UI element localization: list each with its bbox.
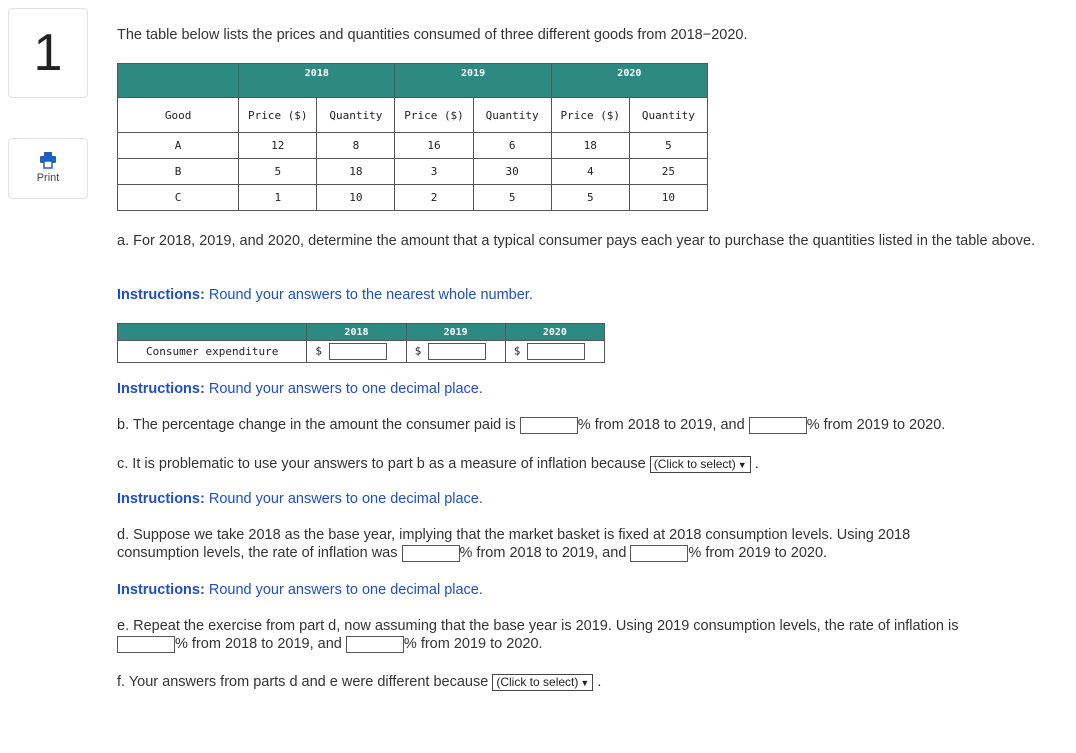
part-c-post: . [754, 456, 759, 472]
column-header: Good [118, 98, 239, 133]
instructions-label: Instructions: [117, 287, 205, 303]
question-number-text: 1 [33, 24, 63, 82]
table-row [118, 341, 605, 363]
part-b-text [117, 416, 945, 434]
expenditure-2018-input[interactable] [329, 343, 387, 360]
row-label: Consumer expenditure [118, 341, 307, 363]
table-cell: C [118, 185, 239, 211]
table-cell: 5 [473, 185, 551, 211]
year-header: 2018 [307, 324, 406, 341]
part-a-text: a. For 2018, 2019, and 2020, determine the amount that a typical consumer pays each year to purchase the quantities listed in the table above. [117, 233, 1036, 249]
instructions-b [117, 380, 483, 398]
select-text: (Click to select) [653, 456, 736, 471]
table-row [118, 185, 708, 211]
part-d-line2 [117, 544, 827, 562]
table-cell: 10 [629, 185, 707, 211]
part-f-select[interactable] [492, 674, 593, 691]
table-cell: 5 [551, 185, 629, 211]
year-header: 2020 [551, 64, 707, 98]
part-e-line1: e. Repeat the exercise from part d, now assuming that the base year is 2019. Using 2019 consumption levels, the rate of inflation is [117, 618, 959, 634]
part-d-pre: consumption levels, the rate of inflation was [117, 545, 398, 561]
part-b-mid: % from 2018 to 2019, and [577, 417, 745, 433]
part-f-text [117, 673, 601, 691]
table-cell: A [118, 133, 239, 159]
inflation-2018-base-2019-input[interactable] [402, 545, 460, 562]
part-d-line1: d. Suppose we take 2018 as the base year, implying that the market basket is fixed at 2018 consumption levels. Using 2018 [117, 527, 911, 543]
part-d-post: % from 2019 to 2020. [688, 545, 828, 561]
currency-symbol: $ [315, 344, 322, 358]
table-cell: 16 [395, 133, 473, 159]
table-row [118, 133, 708, 159]
currency-symbol: $ [414, 344, 422, 358]
instructions-text: Round your answers to one decimal place. [208, 582, 483, 598]
table-cell: 4 [551, 159, 629, 185]
intro-text: The table below lists the prices and quantities consumed of three different goods from 2018−2020. [117, 27, 748, 43]
column-header: Price ($) [395, 98, 473, 133]
part-b-pre: b. The percentage change in the amount the consumer paid is [117, 417, 516, 433]
pct-change-2018-2019-input[interactable] [520, 417, 578, 434]
part-c-pre: c. It is problematic to use your answers to part b as a measure of inflation because [117, 456, 646, 472]
year-header: 2019 [395, 64, 551, 98]
table-cell: 5 [239, 159, 317, 185]
answer-cell [307, 341, 406, 363]
part-e-line2 [117, 635, 543, 653]
prices-quantities-table [117, 63, 708, 211]
table-cell: 6 [473, 133, 551, 159]
print-label: Print [36, 172, 60, 184]
table-cell: 18 [551, 133, 629, 159]
pct-change-2019-2020-input[interactable] [749, 417, 807, 434]
corner-cell [118, 64, 239, 98]
table-cell: 30 [473, 159, 551, 185]
table-row [118, 159, 708, 185]
year-header: 2019 [406, 324, 505, 341]
table-cell: 3 [395, 159, 473, 185]
chevron-down-icon: ▼ [580, 677, 590, 688]
select-text: (Click to select) [496, 674, 579, 689]
year-header: 2020 [505, 324, 604, 341]
table-cell: 25 [629, 159, 707, 185]
corner-cell [118, 324, 307, 341]
part-f-pre: f. Your answers from parts d and e were different because [117, 674, 489, 690]
part-b-post: % from 2019 to 2020. [806, 417, 946, 433]
part-f-post: . [597, 674, 602, 690]
expenditure-2019-input[interactable] [428, 343, 486, 360]
instructions-label: Instructions: [117, 381, 205, 397]
column-header: Price ($) [551, 98, 629, 133]
printer-icon [39, 151, 57, 169]
instructions-label: Instructions: [117, 491, 205, 507]
table-cell: B [118, 159, 239, 185]
inflation-2019-base-2020-input[interactable] [346, 636, 404, 653]
part-e-mid: % from 2018 to 2019, and [175, 636, 342, 652]
year-header: 2018 [239, 64, 395, 98]
instructions-text: Round your answers to the nearest whole number. [208, 287, 533, 303]
expenditure-table [117, 323, 605, 363]
print-button[interactable] [8, 138, 88, 199]
instructions-c [117, 490, 483, 508]
part-d-mid: % from 2018 to 2019, and [459, 545, 627, 561]
answer-cell [406, 341, 505, 363]
question-number [8, 8, 88, 98]
table-cell: 18 [317, 159, 395, 185]
table-cell: 10 [317, 185, 395, 211]
instructions-text: Round your answers to one decimal place. [208, 491, 483, 507]
column-header: Quantity [473, 98, 551, 133]
part-c-select[interactable] [650, 456, 751, 473]
currency-symbol: $ [513, 344, 521, 358]
answer-cell [505, 341, 604, 363]
instructions-text: Round your answers to one decimal place. [208, 381, 483, 397]
chevron-down-icon: ▼ [737, 459, 747, 470]
table-cell: 2 [395, 185, 473, 211]
table-cell: 1 [239, 185, 317, 211]
part-c-text [117, 455, 759, 473]
part-e-post: % from 2019 to 2020. [403, 636, 543, 652]
instructions-d [117, 581, 483, 599]
instructions-a [117, 286, 533, 304]
column-header: Quantity [629, 98, 707, 133]
inflation-2018-base-2020-input[interactable] [630, 545, 688, 562]
table-cell: 5 [629, 133, 707, 159]
expenditure-2020-input[interactable] [527, 343, 585, 360]
table-cell: 12 [239, 133, 317, 159]
inflation-2019-base-2019-input[interactable] [117, 636, 175, 653]
column-header: Quantity [317, 98, 395, 133]
table-cell: 8 [317, 133, 395, 159]
instructions-label: Instructions: [117, 582, 205, 598]
column-header: Price ($) [239, 98, 317, 133]
